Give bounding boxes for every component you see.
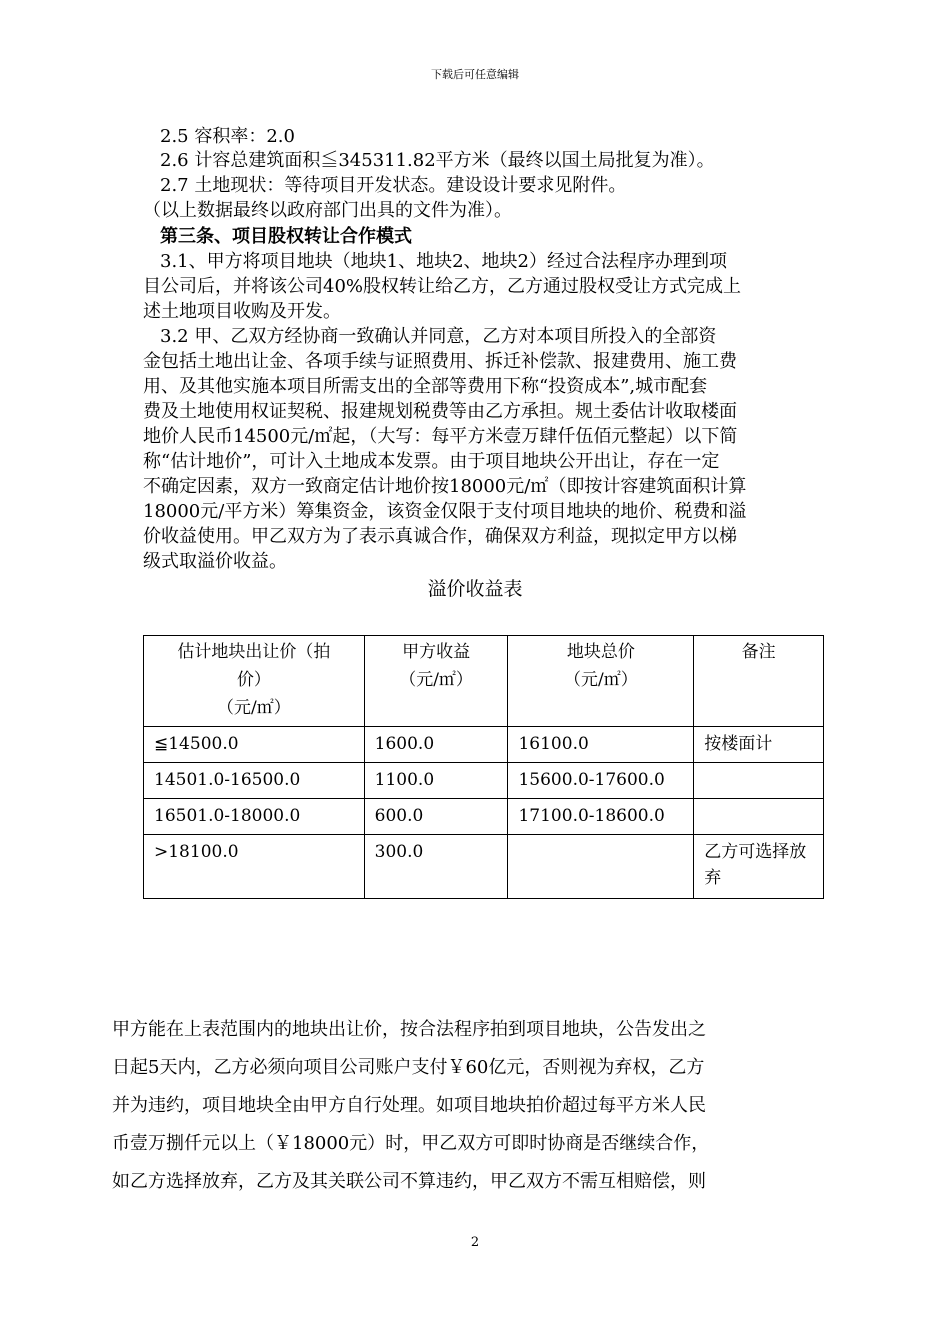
text-line: 币壹万捌仟元以上（￥18000元）时，甲乙双方可即时协商是否继续合作， (112, 1133, 710, 1154)
section-heading: 第三条、项目股权转让合作模式 (160, 226, 412, 247)
table-cell (694, 799, 824, 835)
text-line: 甲方能在上表范围内的地块出让价，按合法程序拍到项目地块，公告发出之 (112, 1019, 706, 1040)
header-cell: 备注 (694, 636, 824, 727)
text-line: 称“估计地价”，可计入土地成本发票。由于项目地块公开出让，存在一定 (143, 451, 720, 472)
table-row (144, 835, 824, 899)
page-header: 下载后可任意编辑 (431, 68, 519, 81)
text-line: 3.1、甲方将项目地块（地块1、地块2、地块2）经过合法程序办理到项 (160, 251, 727, 272)
text-line: 级式取溢价收益。 (143, 551, 287, 572)
table-row (144, 727, 824, 763)
text-line: 18000元/平方米）筹集资金，该资金仅限于支付项目地块的地价、税费和溢 (143, 501, 747, 522)
text-line: （以上数据最终以政府部门出具的文件为准）。 (143, 200, 512, 221)
table-cell: 15600.0-17600.0 (508, 763, 694, 799)
text-line: 不确定因素，双方一致商定估计地价按18000元/㎡（即按计容建筑面积计算 (143, 476, 747, 497)
table-header-row (144, 636, 824, 727)
table-cell: 1600.0 (364, 727, 508, 763)
table-cell: 乙方可选择放弃 (694, 835, 824, 899)
table-cell: 按楼面计 (694, 727, 824, 763)
page-number: 2 (470, 1235, 480, 1250)
table-cell: 16501.0-18000.0 (144, 799, 365, 835)
text-line: 价收益使用。甲乙双方为了表示真诚合作，确保双方利益，现拟定甲方以梯 (143, 526, 737, 547)
table-cell: 600.0 (364, 799, 508, 835)
table-cell: ≦14500.0 (144, 727, 365, 763)
table-cell: 1100.0 (364, 763, 508, 799)
text-line: 金包括土地出让金、各项手续与证照费用、拆迁补偿款、报建费用、施工费 (143, 351, 737, 372)
table-cell: 16100.0 (508, 727, 694, 763)
text-line: 3.2 甲、乙双方经协商一致确认并同意，乙方对本项目所投入的全部资 (160, 326, 717, 347)
text-line: 2.7 土地现状：等待项目开发状态。建设设计要求见附件。 (160, 175, 627, 196)
table-cell: 17100.0-18600.0 (508, 799, 694, 835)
text-line: 用、及其他实施本项目所需支出的全部等费用下称“投资成本”,城市配套 (143, 376, 708, 397)
table-row (144, 799, 824, 835)
header-cell: 估计地块出让价（拍 价） （元/㎡） (144, 636, 365, 727)
text-line: 费及土地使用权证契税、报建规划税费等由乙方承担。规土委估计收取楼面 (143, 401, 737, 422)
table-cell: >18100.0 (144, 835, 365, 899)
header-cell: 甲方收益 （元/㎡） (364, 636, 508, 727)
text-line: 述土地项目收购及开发。 (143, 301, 341, 322)
text-line: 2.5 容积率：2.0 (160, 126, 295, 147)
text-line: 目公司后，并将该公司40%股权转让给乙方，乙方通过股权受让方式完成上 (143, 276, 742, 297)
text-line: 地价人民币14500元/㎡起，（大写：每平方米壹万肆仟伍佰元整起）以下简 (143, 426, 738, 447)
premium-income-table (143, 635, 824, 899)
table-row (144, 763, 824, 799)
table-caption: 溢价收益表 (427, 578, 523, 600)
text-line: 如乙方选择放弃，乙方及其关联公司不算违约，甲乙双方不需互相赔偿，则 (112, 1171, 706, 1192)
table-cell: 14501.0-16500.0 (144, 763, 365, 799)
table-cell (508, 835, 694, 899)
text-line: 并为违约，项目地块全由甲方自行处理。如项目地块拍价超过每平方米人民 (112, 1095, 706, 1116)
text-line: 2.6 计容总建筑面积≦345311.82平方米（最终以国土局批复为准）。 (160, 150, 715, 171)
table-cell: 300.0 (364, 835, 508, 899)
header-cell: 地块总价 （元/㎡） (508, 636, 694, 727)
text-line: 日起5天内，乙方必须向项目公司账户支付￥60亿元，否则视为弃权，乙方 (112, 1057, 705, 1078)
table-cell (694, 763, 824, 799)
